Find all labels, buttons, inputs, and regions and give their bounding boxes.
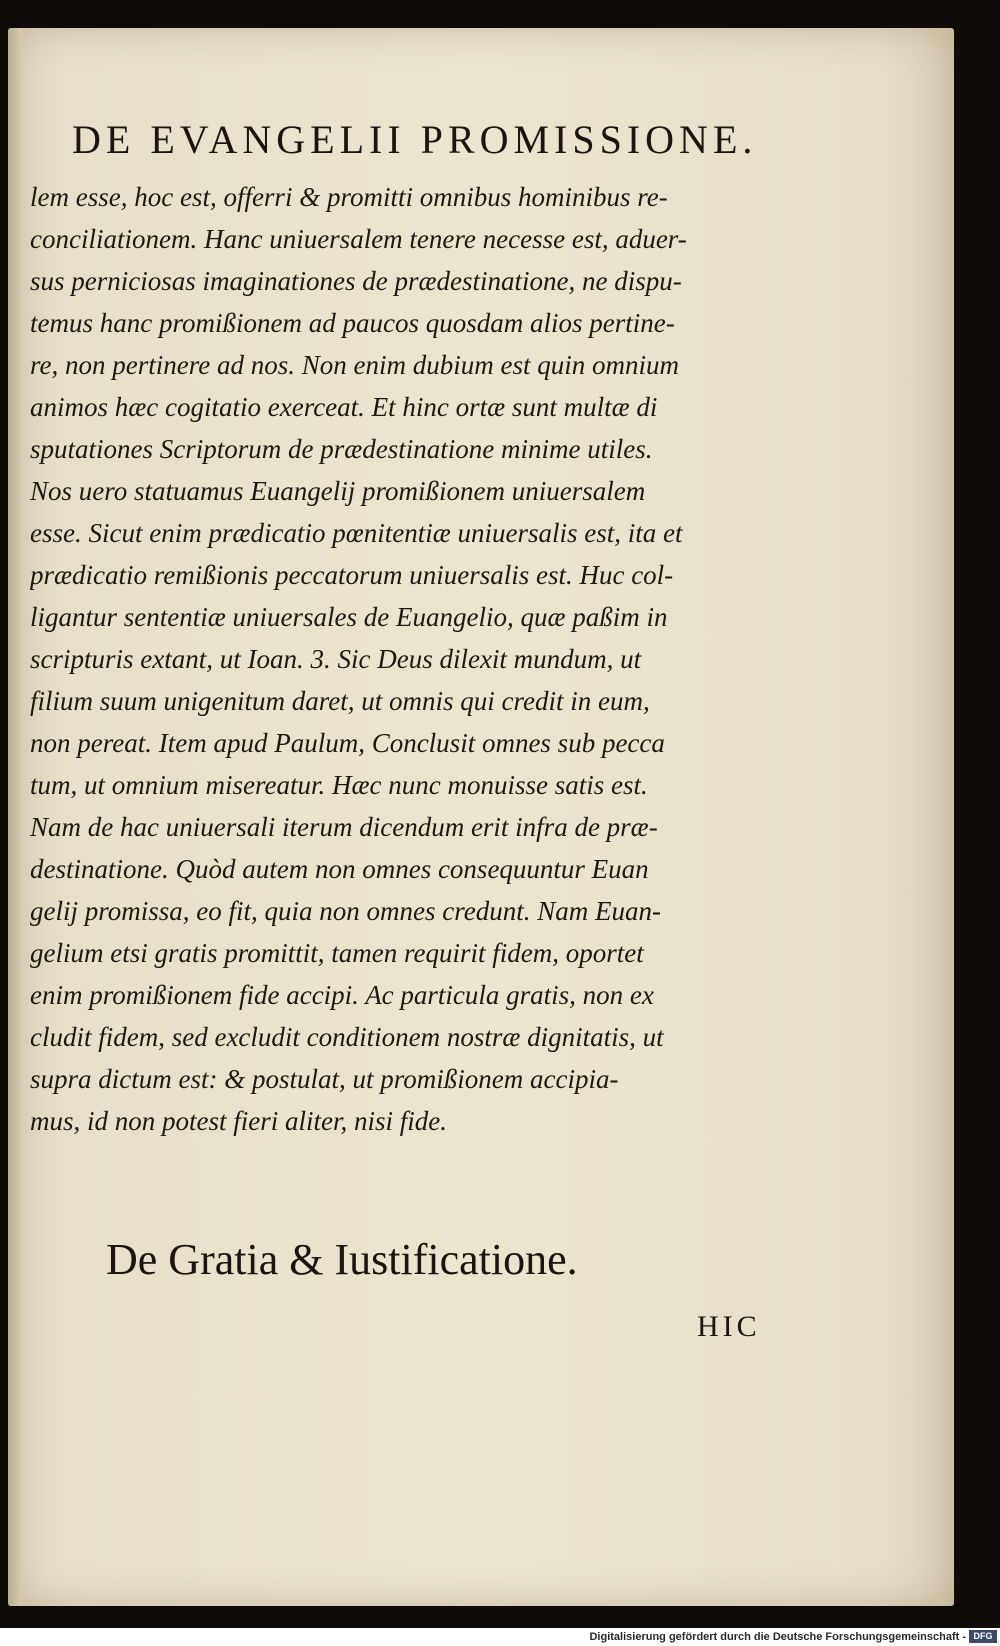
text-line: destinatione. Quòd autem non omnes consequuntur Euan: [30, 854, 649, 884]
text-line: sus perniciosas imaginationes de prædestinatione, ne dispu-: [30, 266, 682, 296]
text-line: ligantur sententiæ uniuersales de Euangelio, quæ paßim in: [30, 602, 668, 632]
text-line: supra dictum est: & postulat, ut promißionem accipia-: [30, 1064, 619, 1094]
text-line: filium suum unigenitum daret, ut omnis qui credit in eum,: [30, 686, 650, 716]
text-line: cludit fidem, sed excludit conditionem nostræ dignitatis, ut: [30, 1022, 664, 1052]
text-line: gelij promissa, eo fit, quia non omnes credunt. Nam Euan-: [30, 896, 661, 926]
text-line: Nam de hac uniuersali iterum dicendum erit infra de præ-: [30, 812, 658, 842]
section-heading: De Gratia & Iustificatione.: [106, 1235, 578, 1284]
text-line: animos hæc cogitatio exerceat. Et hinc ortæ sunt multæ di: [30, 392, 658, 422]
body-text: [30, 176, 790, 1142]
text-line: non pereat. Item apud Paulum, Conclusit omnes sub pecca: [30, 728, 665, 758]
page-binding-edge: [8, 28, 22, 1606]
text-line: gelium etsi gratis promittit, tamen requirit fidem, oportet: [30, 938, 644, 968]
text-line: conciliationem. Hanc uniuersalem tenere necesse est, aduer-: [30, 224, 687, 254]
text-line: esse. Sicut enim prædicatio pœnitentiæ uniuersalis est, ita et: [30, 518, 683, 548]
text-line: Nos uero statuamus Euangelij promißionem uniuersalem: [30, 476, 646, 506]
text-line: mus, id non potest fieri aliter, nisi fide.: [30, 1106, 447, 1136]
text-line: sputationes Scriptorum de prædestinatione minime utiles.: [30, 434, 653, 464]
catchword: HIC: [697, 1310, 761, 1343]
text-line: re, non pertinere ad nos. Non enim dubium est quin omnium: [30, 350, 679, 380]
text-line: prædicatio remißionis peccatorum uniuersalis est. Huc col-: [30, 560, 674, 590]
text-line: temus hanc promißionem ad paucos quosdam alios pertine-: [30, 308, 675, 338]
dfg-logo: DFG: [969, 1630, 997, 1643]
text-line: scripturis extant, ut Ioan. 3. Sic Deus dilexit mundum, ut: [30, 644, 642, 674]
text-line: enim promißionem fide accipi. Ac particula gratis, non ex: [30, 980, 654, 1010]
text-line: tum, ut omnium misereatur. Hæc nunc monuisse satis est.: [30, 770, 648, 800]
running-head: DE EVANGELII PROMISSIONE.: [72, 117, 758, 162]
text-line: lem esse, hoc est, offerri & promitti omnibus hominibus re-: [30, 182, 668, 212]
funding-credit: Digitalisierung gefördert durch die Deutsche Forschungsgemeinschaft -: [589, 1631, 966, 1643]
